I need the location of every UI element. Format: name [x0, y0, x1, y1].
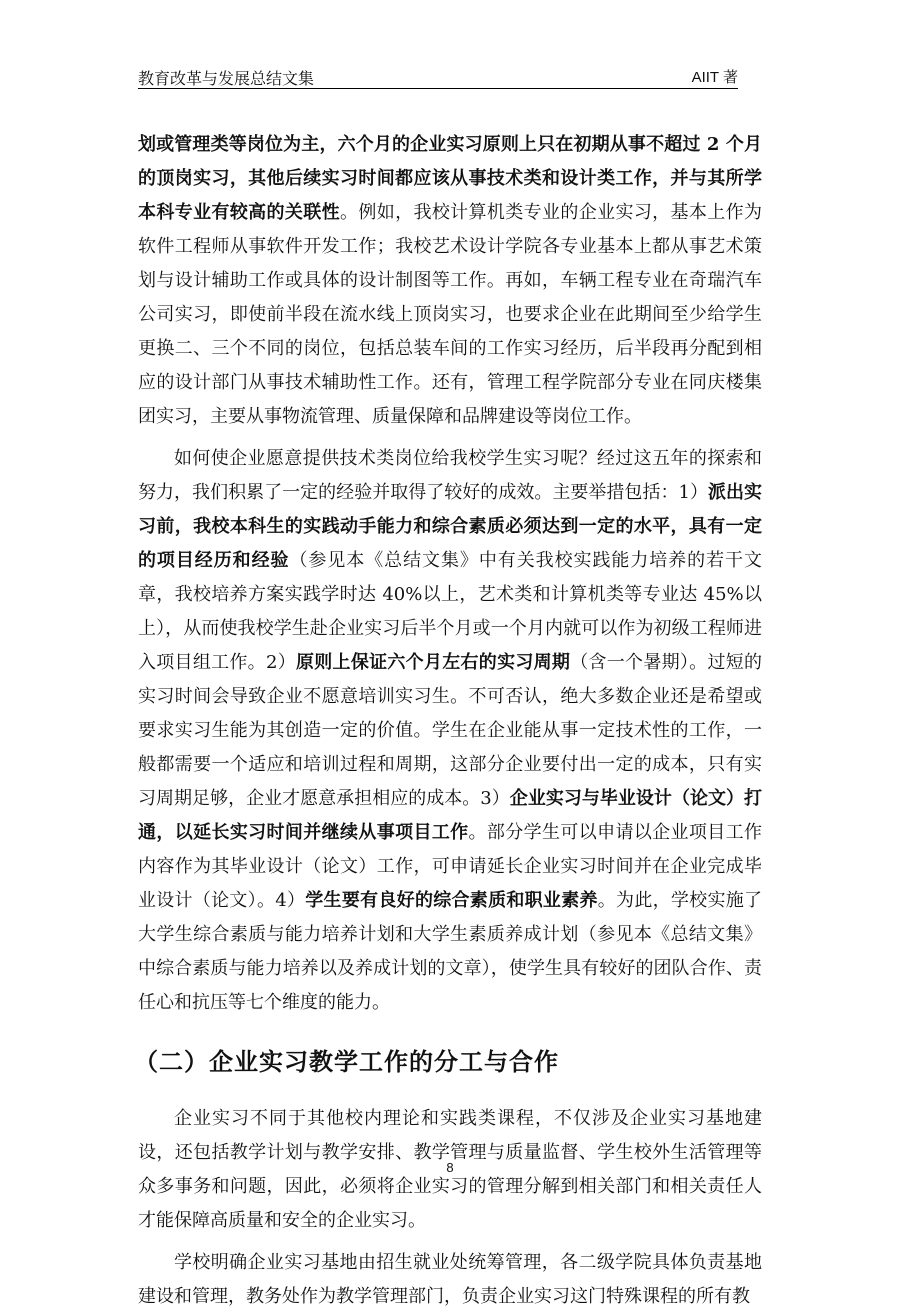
paragraph-internship-management: 企业实习不同于其他校内理论和实践类课程，不仅涉及企业实习基地建设，还包括教学计划与教学安排、教学管理与质量监督、学生校外生活管理等众多事务和问题，因此，必须将企业实习的管理分解到相关部门和相关责任人才能保障高质量和安全的企业实习。	[138, 1108, 762, 1231]
bold-phrase: 学生要有良好的综合素质和职业素养	[305, 890, 598, 911]
page-body	[134, 128, 763, 1314]
paragraph-internship-positions	[138, 128, 762, 434]
paragraph-measures	[138, 442, 762, 1020]
section-heading: （二）企业实习教学工作的分工与合作	[134, 1047, 559, 1076]
text-run: 。例如，我校计算机类专业的企业实习，基本上作为软件工程师从事软件开发工作；我校艺术设计学院各专业基本上都从事艺术策划与设计辅助工作或具体的设计制图等工作。再如，车辆工程专业在奇瑞汽车公司实习，即使前半段在流水线上顶岗实习，也要求企业在此期间至少给学生更换二、三个不同的岗位，包括总装车间的工作实习经历，后半段再分配到相应的设计部门从事技术辅助性工作。还有，管理工程学院部分专业在同庆楼集团实习，主要从事物流管理、质量保障和品牌建设等岗位工作。	[138, 202, 762, 427]
page-number: 8	[446, 1160, 454, 1175]
text-run: 。部分学生可以申请以企业项目工作内容作为其毕业设计（论文）工作，可申请延长企业实习时间并在企业完成毕业设计（论文）。4）	[138, 822, 762, 911]
header-author: AIIT 著	[691, 69, 738, 86]
text-run: （参见本《总结文集》中有关我校实践能力培养的若干文章，我校培养方案实践学时达 40%以上，艺术类和计算机类等专业达 45%以上），从而使我校学生赴企业实习后半个月或一个月内就可以作为初级工程师进入项目组工作。2）	[138, 550, 762, 673]
paragraph-base-management: 学校明确企业实习基地由招生就业处统筹管理，各二级学院具体负责基地建设和管理，教务处作为教学管理部门，负责企业实习这门特殊课程的所有教	[138, 1252, 762, 1307]
bold-phrase: 划或管理类等岗位为主，六个月的企业实习原则上只在初期从事不超过 2 个月的顶岗实习，其他后续实习时间都应该从事技术类和设计类工作，并与其所学本科专业有较高的关联性	[138, 134, 762, 223]
page-header	[138, 66, 738, 89]
text-run: （含一个暑期）。过短的实习时间会导致企业不愿意培训实习生。不可否认，绝大多数企业还是希望或要求实习生能为其创造一定的价值。学生在企业能从事一定技术性的工作，一般都需要一个适应和培训过程和周期，这部分企业要付出一定的成本，只有实习周期足够，企业才愿意承担相应的成本。3）	[138, 652, 763, 809]
bold-phrase: 企业实习与毕业设计（论文）打通，以延长实习时间并继续从事项目工作	[138, 788, 763, 843]
text-run: 如何使企业愿意提供技术类岗位给我校学生实习呢？经过这五年的探索和努力，我们积累了一定的经验并取得了较好的成效。主要举措包括：1）	[138, 448, 762, 503]
bold-phrase: 原则上保证六个月左右的实习周期	[295, 652, 571, 673]
bold-phrase: 派出实习前，我校本科生的实践动手能力和综合素质必须达到一定的水平，具有一定的项目经历和经验	[138, 482, 763, 571]
text-run: 。为此，学校实施了大学生综合素质与能力培养计划和大学生素质养成计划（参见本《总结文集》中综合素质与能力培养以及养成计划的文章），使学生具有较好的团队合作、责任心和抗压等七个维度的能力。	[138, 890, 763, 1013]
header-collection-title: 教育改革与发展总结文集	[138, 69, 315, 88]
